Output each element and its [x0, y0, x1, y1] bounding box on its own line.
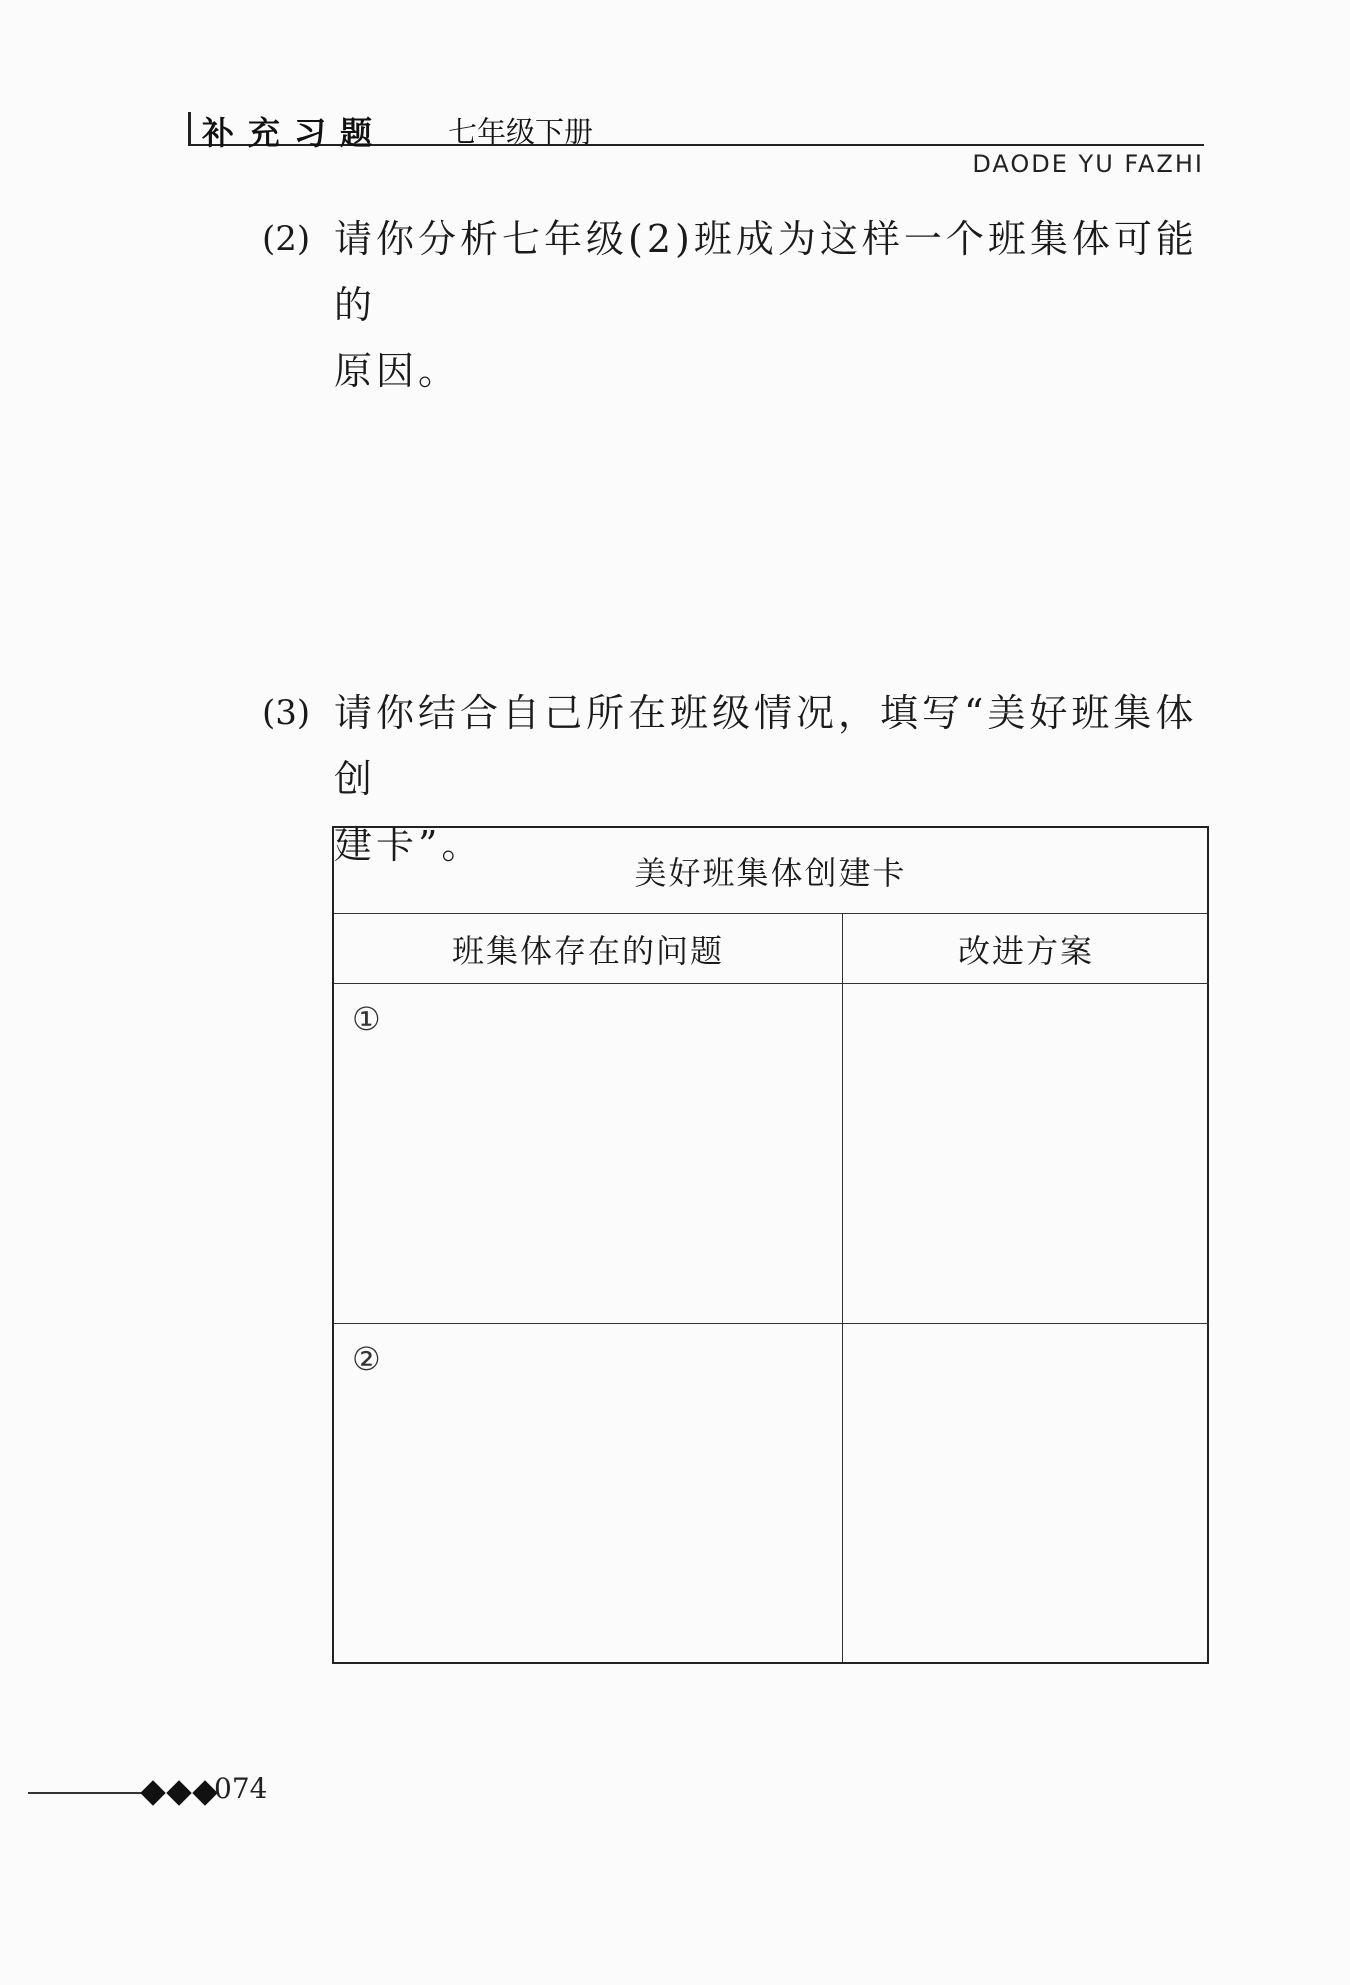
diamond-icon — [140, 1780, 165, 1805]
column-header-problems: 班集体存在的问题 — [334, 914, 843, 984]
running-header — [188, 104, 1204, 152]
question-text-line: 请你分析七年级(2)班成为这样一个班集体可能的 — [334, 217, 1198, 327]
question-number: (2) — [262, 219, 311, 259]
question-text-line: 建卡”。 — [334, 823, 484, 867]
plan-cell-2[interactable] — [843, 1324, 1209, 1662]
diamond-icon — [166, 1780, 191, 1805]
page-number: 074 — [214, 1772, 268, 1805]
row-marker: ① — [352, 1000, 381, 1038]
question-text-line: 原因。 — [334, 349, 461, 393]
card-title: 美好班集体创建卡 — [334, 828, 1207, 914]
subject-label: DAODE YU FAZHI — [972, 150, 1204, 178]
question-text-line: 请你结合自己所在班级情况，填写“美好班集体创 — [334, 691, 1198, 801]
header-bar — [188, 112, 191, 146]
problem-cell-2[interactable] — [334, 1324, 843, 1662]
column-header-plan: 改进方案 — [843, 914, 1209, 984]
series-title: 补充习题 — [202, 114, 387, 152]
class-building-card-table — [332, 826, 1209, 1664]
row-marker: ② — [352, 1340, 381, 1378]
plan-cell-1[interactable] — [843, 984, 1209, 1324]
footer-diamonds-icon — [140, 1774, 218, 1802]
grade-label: 七年级下册 — [448, 115, 594, 149]
question-number: (3) — [262, 693, 311, 733]
problem-cell-1[interactable] — [334, 984, 843, 1324]
question-2 — [262, 206, 1222, 404]
footer-rule — [28, 1792, 146, 1794]
